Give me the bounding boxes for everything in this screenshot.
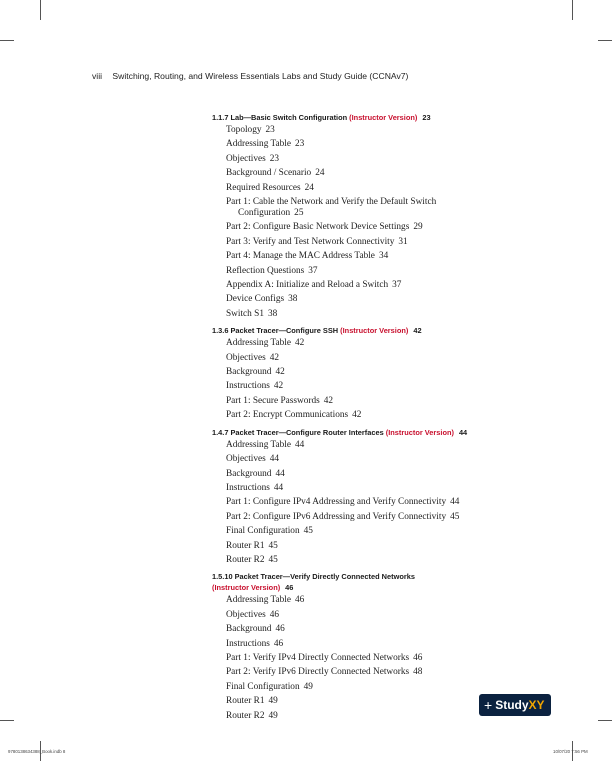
entry-label: Router R2 — [226, 710, 265, 721]
plus-icon: + — [484, 697, 493, 713]
entry-label: Instructions — [226, 482, 270, 493]
book-title: Switching, Routing, and Wireless Essentials Labs and Study Guide (CCNAv7) — [112, 71, 409, 81]
entry-page-number: 49 — [268, 710, 278, 721]
footer-file-slug: 9780138634388_Book.indb 8 — [8, 749, 66, 754]
entry-label: Background — [226, 624, 272, 635]
entry-page-number: 42 — [352, 410, 362, 421]
entry-label: Router R1 — [226, 696, 265, 707]
entry-page-number: 46 — [413, 652, 423, 663]
page-number: viii — [92, 71, 103, 81]
entry-label: Appendix A: Initialize and Reload a Switch — [226, 280, 389, 291]
toc-entry — [212, 510, 548, 524]
toc-entry — [212, 452, 548, 466]
instructor-version-tag: (Instructor Version) — [349, 113, 418, 122]
entry-label: Required Resources — [226, 182, 301, 193]
instructor-version-tag: (Instructor Version) — [340, 326, 409, 336]
toc-section-heading — [212, 112, 548, 123]
entry-label: Part 2: Verify IPv6 Directly Connected Networks — [226, 667, 410, 678]
entry-label: Final Configuration — [226, 681, 300, 692]
crop-mark-right-top — [598, 40, 612, 41]
entry-page-number: 46 — [273, 638, 284, 649]
section-page-number: 46 — [285, 583, 294, 593]
entry-page-number: 23 — [269, 153, 280, 164]
entry-page-number: 31 — [398, 236, 408, 247]
toc-entry — [212, 264, 548, 278]
toc-entry — [212, 152, 548, 166]
crop-mark-top-right — [572, 0, 573, 20]
entry-label: Addressing Table — [226, 139, 292, 150]
toc-entry — [212, 220, 548, 234]
toc-entry — [212, 292, 548, 306]
toc-entry — [212, 524, 548, 538]
entry-page-number: 49 — [303, 681, 313, 692]
toc-entry — [212, 123, 548, 137]
toc-entry — [212, 495, 548, 509]
entry-label: Part 1: Configure IPv4 Addressing and Verify Connectivity — [226, 497, 447, 508]
entry-page-number: 48 — [413, 667, 423, 678]
entry-label: Instructions — [226, 638, 270, 649]
entry-label: Topology — [226, 125, 262, 135]
toc-section-heading — [212, 325, 548, 336]
logo-word-xy: XY — [528, 698, 545, 712]
entry-label-continuation — [226, 208, 548, 219]
entry-page-number: 25 — [294, 208, 304, 219]
toc-entry — [212, 593, 548, 607]
toc-entry — [212, 539, 548, 553]
crop-mark-left-top — [0, 40, 14, 41]
toc-section-heading — [212, 427, 548, 438]
entry-label: Router R2 — [226, 554, 265, 565]
entry-page-number: 49 — [268, 696, 278, 707]
entry-page-number: 44 — [273, 482, 284, 493]
toc-entry — [212, 351, 548, 365]
entry-label: Addressing Table — [226, 439, 292, 450]
instructor-version-tag: (Instructor Version) — [385, 427, 454, 437]
section-page-number: 23 — [422, 113, 431, 122]
section-page-number: 42 — [413, 326, 422, 336]
entry-page-number: 46 — [269, 609, 280, 620]
toc-entry — [212, 365, 548, 379]
toc-entry — [212, 336, 548, 350]
entry-page-number: 44 — [450, 497, 460, 508]
toc-section-heading — [212, 571, 548, 593]
entry-label: Objectives — [226, 352, 266, 363]
toc-entry — [212, 680, 548, 694]
entry-label: Addressing Table — [226, 338, 292, 349]
entry-page-number: 29 — [413, 222, 423, 233]
entry-label: Objectives — [226, 609, 266, 620]
table-of-contents — [212, 112, 548, 723]
toc-entry — [212, 278, 548, 292]
entry-page-number: 37 — [308, 265, 318, 276]
entry-label: Objectives — [226, 153, 266, 164]
toc-entry — [212, 181, 548, 195]
running-head — [92, 71, 408, 81]
section-title: 1.4.7 Packet Tracer—Configure Router Interfaces — [212, 427, 384, 437]
studyxy-logo — [479, 694, 551, 716]
section-title: 1.3.6 Packet Tracer—Configure SSH — [212, 326, 339, 336]
entry-label: Part 1: Verify IPv4 Directly Connected Networks — [226, 652, 410, 663]
entry-page-number: 38 — [267, 308, 278, 319]
toc-entry — [212, 307, 548, 321]
entry-page-number: 23 — [295, 139, 305, 150]
entry-page-number: 46 — [295, 595, 305, 606]
toc-entry — [212, 438, 548, 452]
entry-label: Part 2: Configure Basic Network Device Settings — [226, 222, 410, 233]
toc-entry — [212, 608, 548, 622]
entry-label: Instructions — [226, 381, 270, 392]
toc-entry — [212, 467, 548, 481]
toc-entry — [212, 408, 548, 422]
toc-entry — [212, 651, 548, 665]
entry-label: Background — [226, 468, 272, 479]
entry-label: Objectives — [226, 454, 266, 465]
entry-label: Part 1: Cable the Network and Verify the Default Switch — [226, 197, 437, 208]
crop-mark-left-bottom — [0, 720, 14, 721]
footer-datetime-slug: 10/07/20 7:56 PM — [553, 749, 588, 754]
entry-label: Addressing Table — [226, 595, 292, 606]
toc-entry — [212, 394, 548, 408]
entry-page-number: 44 — [269, 454, 280, 465]
entry-label: Part 1: Secure Passwords — [226, 395, 320, 406]
entry-label: Part 2: Encrypt Communications — [226, 410, 349, 421]
toc-entry — [212, 249, 548, 263]
entry-label: Router R1 — [226, 540, 265, 551]
toc-entry — [212, 622, 548, 636]
entry-page-number: 44 — [295, 439, 305, 450]
crop-mark-top-left — [40, 0, 41, 20]
toc-entry — [212, 166, 548, 180]
entry-page-number: 45 — [268, 554, 278, 565]
toc-entry — [212, 137, 548, 151]
toc-entry — [212, 481, 548, 495]
section-title: 1.1.7 Lab—Basic Switch Configuration — [212, 113, 348, 122]
entry-page-number: 45 — [268, 540, 278, 551]
entry-page-number: 45 — [303, 526, 313, 537]
toc-entry — [212, 553, 548, 567]
entry-page-number: 42 — [269, 352, 280, 363]
entry-page-number: 42 — [273, 381, 284, 392]
logo-word-study: Study — [495, 698, 529, 712]
entry-label: Part 4: Manage the MAC Address Table — [226, 251, 375, 262]
entry-page-number: 34 — [378, 251, 389, 262]
entry-page-number: 38 — [288, 294, 298, 305]
entry-label: Device Configs — [226, 294, 285, 305]
entry-page-number: 37 — [392, 280, 402, 291]
toc-entry — [212, 379, 548, 393]
toc-entry — [212, 235, 548, 249]
entry-page-number: 42 — [295, 338, 305, 349]
entry-page-number: 42 — [323, 395, 334, 406]
entry-label: Final Configuration — [226, 526, 300, 537]
entry-page-number: 45 — [450, 511, 460, 522]
entry-label: Background / Scenario — [226, 168, 312, 179]
entry-page-number: 23 — [265, 125, 275, 135]
entry-label: Background — [226, 367, 272, 378]
entry-page-number: 24 — [315, 168, 325, 179]
entry-page-number: 46 — [275, 624, 285, 635]
entry-page-number: 42 — [275, 367, 285, 378]
entry-page-number: 24 — [304, 182, 314, 193]
entry-page-number: 44 — [275, 468, 285, 479]
entry-label: Switch S1 — [226, 308, 264, 319]
section-page-number: 44 — [458, 427, 468, 437]
entry-label: Part 2: Configure IPv6 Addressing and Verify Connectivity — [226, 511, 447, 522]
toc-entry — [212, 195, 548, 220]
entry-label-continued-text: Configuration — [238, 208, 291, 219]
entry-label: Part 3: Verify and Test Network Connectivity — [226, 236, 395, 247]
crop-mark-right-bottom — [598, 720, 612, 721]
entry-label: Reflection Questions — [226, 265, 305, 276]
section-title: 1.5.10 Packet Tracer—Verify Directly Connected Networks — [212, 572, 415, 582]
instructor-version-tag: (Instructor Version) — [212, 583, 281, 593]
toc-entry — [212, 665, 548, 679]
toc-entry — [212, 637, 548, 651]
